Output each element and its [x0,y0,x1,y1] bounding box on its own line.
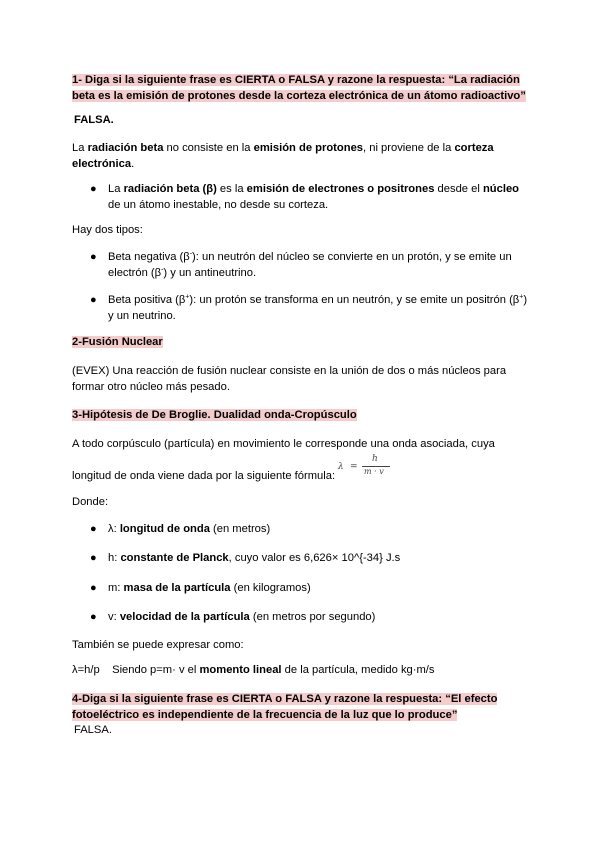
de-broglie-formula: λ = h m · v [336,454,396,480]
q2-heading: 2-Fusión Nuclear [72,336,163,348]
q1-types-intro: Hay dos tipos: [72,224,143,236]
bullet-icon: ● [90,294,97,306]
q3-text-line1: A todo corpúsculo (partícula) en movimiento le corresponde una onda asociada, cuya [72,438,495,450]
q3-also: También se puede expresar como: [72,639,244,651]
document-page: 1- Diga si la siguiente frase es CIERTA o FALSA y razone la respuesta: “La radiación beta es la emisión de protones desde la corteza electrónica de un átomo radioactivo” FALSA. La radiación beta no consiste en la emisión de protones, ni proviene de la corteza electrónica. ● La radiación beta (β) es la emisión de electrones o positrones desde el núcleo de un átomo inestable, no desde su corteza. Hay dos tipos: ● Beta negativa (β-): un neutrón del núcleo se convierte en un protón, y se emite un electrón (β-) y un antineutrino. ● Beta positiva (β+): un protón se transforma en un neutrón, y se emite un positrón (β+) y un neutrino. 2-Fusión Nuclear (EVEX) Una reacción de fusión nuclear consiste en la unión de dos o más núcleos para formar otro núcleo más pesado. 3-Hipótesis de De Broglie. Dualidad onda-Cropúsculo A todo corpúsculo (partícula) en movimiento le corresponde una onda asociada, cuya longitud de onda viene dada por la siguiente fórmula: λ = h m · v Donde: ● λ: longitud de onda (en metros) ● h: constante de Planck, cuyo valor es 6,626× 10^{-34} J.s ● m: masa de la partícula (en kilogramos) ● v: velocidad de la partícula (en metros por segundo) También se puede expresar como: λ=h/p Siendo p=m· v el momento lineal de la partícula, medido kg·m/s 4-Diga si la siguiente frase es CIERTA o FALSA y razone la respuesta: “El efecto fotoeléctrico es independiente de la frecuencia de la luz que lo produce” FALSA. [0,0,600,848]
q1-heading-line1: 1- Diga si la siguiente frase es CIERTA o FALSA y razone la respuesta: “La radiación [72,74,520,86]
bullet-icon: ● [90,523,97,535]
bullet-icon: ● [90,183,97,195]
q2-text: (EVEX) Una reacción de fusión nuclear consiste en la unión de dos o más núcleos para formar otro núcleo más pesado. [72,365,507,393]
bullet-icon: ● [90,552,97,564]
bullet-icon: ● [90,582,97,594]
q1-heading [72,72,532,104]
bullet-icon: ● [90,251,97,263]
q1-heading-line2: beta es la emisión de protones desde la corteza electrónica de un átomo radioactivo” [72,90,526,102]
q3-momentum: λ=h/p Siendo p=m· v el momento lineal de la partícula, medido kg·m/s [72,664,435,676]
q3-donde: Donde: [72,496,109,508]
bullet-icon: ● [90,611,97,623]
q3-heading: 3-Hipótesis de De Broglie. Dualidad onda-Cropúsculo [72,409,357,421]
q1-explanation: La radiación beta no consiste en la emisión de protones, ni proviene de la corteza electrónica. [72,142,494,170]
q1-answer: FALSA. [74,114,114,126]
q4-answer: FALSA. [74,724,112,736]
q3-text-line2: longitud de onda viene dada por la siguiente fórmula: [72,470,336,482]
q4-heading: 4-Diga si la siguiente frase es CIERTA o FALSA y razone la respuesta: “El efecto fotoeléctrico es independiente de la frecuencia de la luz que lo produce” [72,693,498,721]
